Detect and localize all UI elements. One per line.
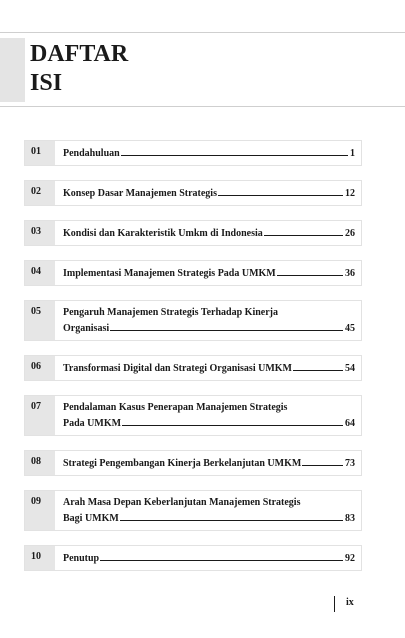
toc-entry-number: 05 xyxy=(25,301,55,340)
toc-entry-line xyxy=(63,225,355,241)
toc-entry-line xyxy=(63,415,355,431)
toc-entry[interactable] xyxy=(24,260,362,286)
toc-leader-line xyxy=(100,550,343,561)
toc-entry-title: Pendahuluan xyxy=(63,148,120,159)
toc-entry-number: 04 xyxy=(25,261,55,285)
toc-entry-title: Kondisi dan Karakteristik Umkm di Indonesia xyxy=(63,228,263,239)
toc-entry-line xyxy=(63,320,355,336)
toc-entry-line xyxy=(63,360,355,376)
toc-entry-body xyxy=(55,221,361,245)
toc-leader-line xyxy=(120,510,343,521)
toc-leader-line xyxy=(264,225,343,236)
toc-entry-number: 09 xyxy=(25,491,55,530)
toc-entry-page: 54 xyxy=(345,363,355,374)
toc-entry[interactable] xyxy=(24,545,362,571)
page-title-line-2: ISI xyxy=(30,70,63,96)
toc-entry-line xyxy=(63,510,355,526)
toc-leader-line xyxy=(277,265,343,276)
toc-entry-body xyxy=(55,491,361,530)
toc-entry[interactable] xyxy=(24,300,362,341)
toc-leader-line xyxy=(302,455,343,466)
toc-entry-number: 07 xyxy=(25,396,55,435)
toc-entry[interactable] xyxy=(24,450,362,476)
page-title xyxy=(30,40,128,98)
toc-entry[interactable] xyxy=(24,220,362,246)
toc-entry-page: 64 xyxy=(345,418,355,429)
toc-entry[interactable] xyxy=(24,140,362,166)
toc-entry-title: Konsep Dasar Manajemen Strategis xyxy=(63,188,217,199)
toc-entry-line xyxy=(63,495,355,510)
toc-entry-page: 12 xyxy=(345,188,355,199)
toc-entry-title: Bagi UMKM xyxy=(63,513,119,524)
toc-entry-number: 10 xyxy=(25,546,55,570)
toc-entry-number: 08 xyxy=(25,451,55,475)
title-accent-block xyxy=(0,38,25,102)
toc-entry-body xyxy=(55,181,361,205)
toc-entry-number: 02 xyxy=(25,181,55,205)
toc-entry-title: Arah Masa Depan Keberlanjutan Manajemen Strategis xyxy=(63,497,301,508)
toc-entry-title: Organisasi xyxy=(63,323,110,334)
toc-entry-number: 01 xyxy=(25,141,55,165)
toc-entry-page: 83 xyxy=(345,513,355,524)
toc-leader-line xyxy=(110,320,343,331)
toc-entry-title: Strategi Pengembangan Kinerja Berkelanjutan UMKM xyxy=(63,458,302,469)
table-of-contents xyxy=(24,140,362,585)
toc-entry-title: Pengaruh Manajemen Strategis Terhadap Kinerja xyxy=(63,307,278,318)
toc-entry-page: 45 xyxy=(345,323,355,334)
toc-leader-line xyxy=(122,415,343,426)
toc-entry-title: Penutup xyxy=(63,553,100,564)
toc-entry-body xyxy=(55,301,361,340)
toc-entry-line xyxy=(63,550,355,566)
toc-entry-line xyxy=(63,400,355,415)
toc-leader-line xyxy=(293,360,343,371)
toc-entry[interactable] xyxy=(24,395,362,436)
toc-entry-body xyxy=(55,396,361,435)
toc-entry-body xyxy=(55,261,361,285)
toc-entry-body xyxy=(55,356,361,380)
toc-entry-page: 73 xyxy=(345,458,355,469)
toc-entry[interactable] xyxy=(24,180,362,206)
toc-entry[interactable] xyxy=(24,355,362,381)
toc-entry-page: 26 xyxy=(345,228,355,239)
toc-entry-line xyxy=(63,185,355,201)
toc-entry-body xyxy=(55,141,361,165)
toc-entry-body xyxy=(55,451,361,475)
toc-entry-body xyxy=(55,546,361,570)
page-title-line-1: DAFTAR xyxy=(30,41,129,67)
footer-page-number: ix xyxy=(346,597,354,608)
toc-entry-number: 06 xyxy=(25,356,55,380)
toc-entry-line xyxy=(63,265,355,281)
toc-entry-title: Pada UMKM xyxy=(63,418,122,429)
toc-entry-line xyxy=(63,455,355,471)
toc-entry[interactable] xyxy=(24,490,362,531)
top-divider xyxy=(0,32,405,33)
toc-entry-page: 92 xyxy=(345,553,355,564)
toc-leader-line xyxy=(218,185,343,196)
footer-divider xyxy=(334,596,335,612)
toc-entry-line xyxy=(63,145,355,161)
toc-entry-number: 03 xyxy=(25,221,55,245)
toc-entry-title: Transformasi Digital dan Strategi Organisasi UMKM xyxy=(63,363,292,374)
toc-leader-line xyxy=(121,145,348,156)
title-bottom-divider xyxy=(0,106,405,107)
toc-entry-page: 36 xyxy=(345,268,355,279)
toc-entry-title: Pendalaman Kasus Penerapan Manajemen Strategis xyxy=(63,402,288,413)
toc-entry-page: 1 xyxy=(350,148,355,159)
toc-entry-line xyxy=(63,305,355,320)
toc-entry-title: Implementasi Manajemen Strategis Pada UMKM xyxy=(63,268,276,279)
